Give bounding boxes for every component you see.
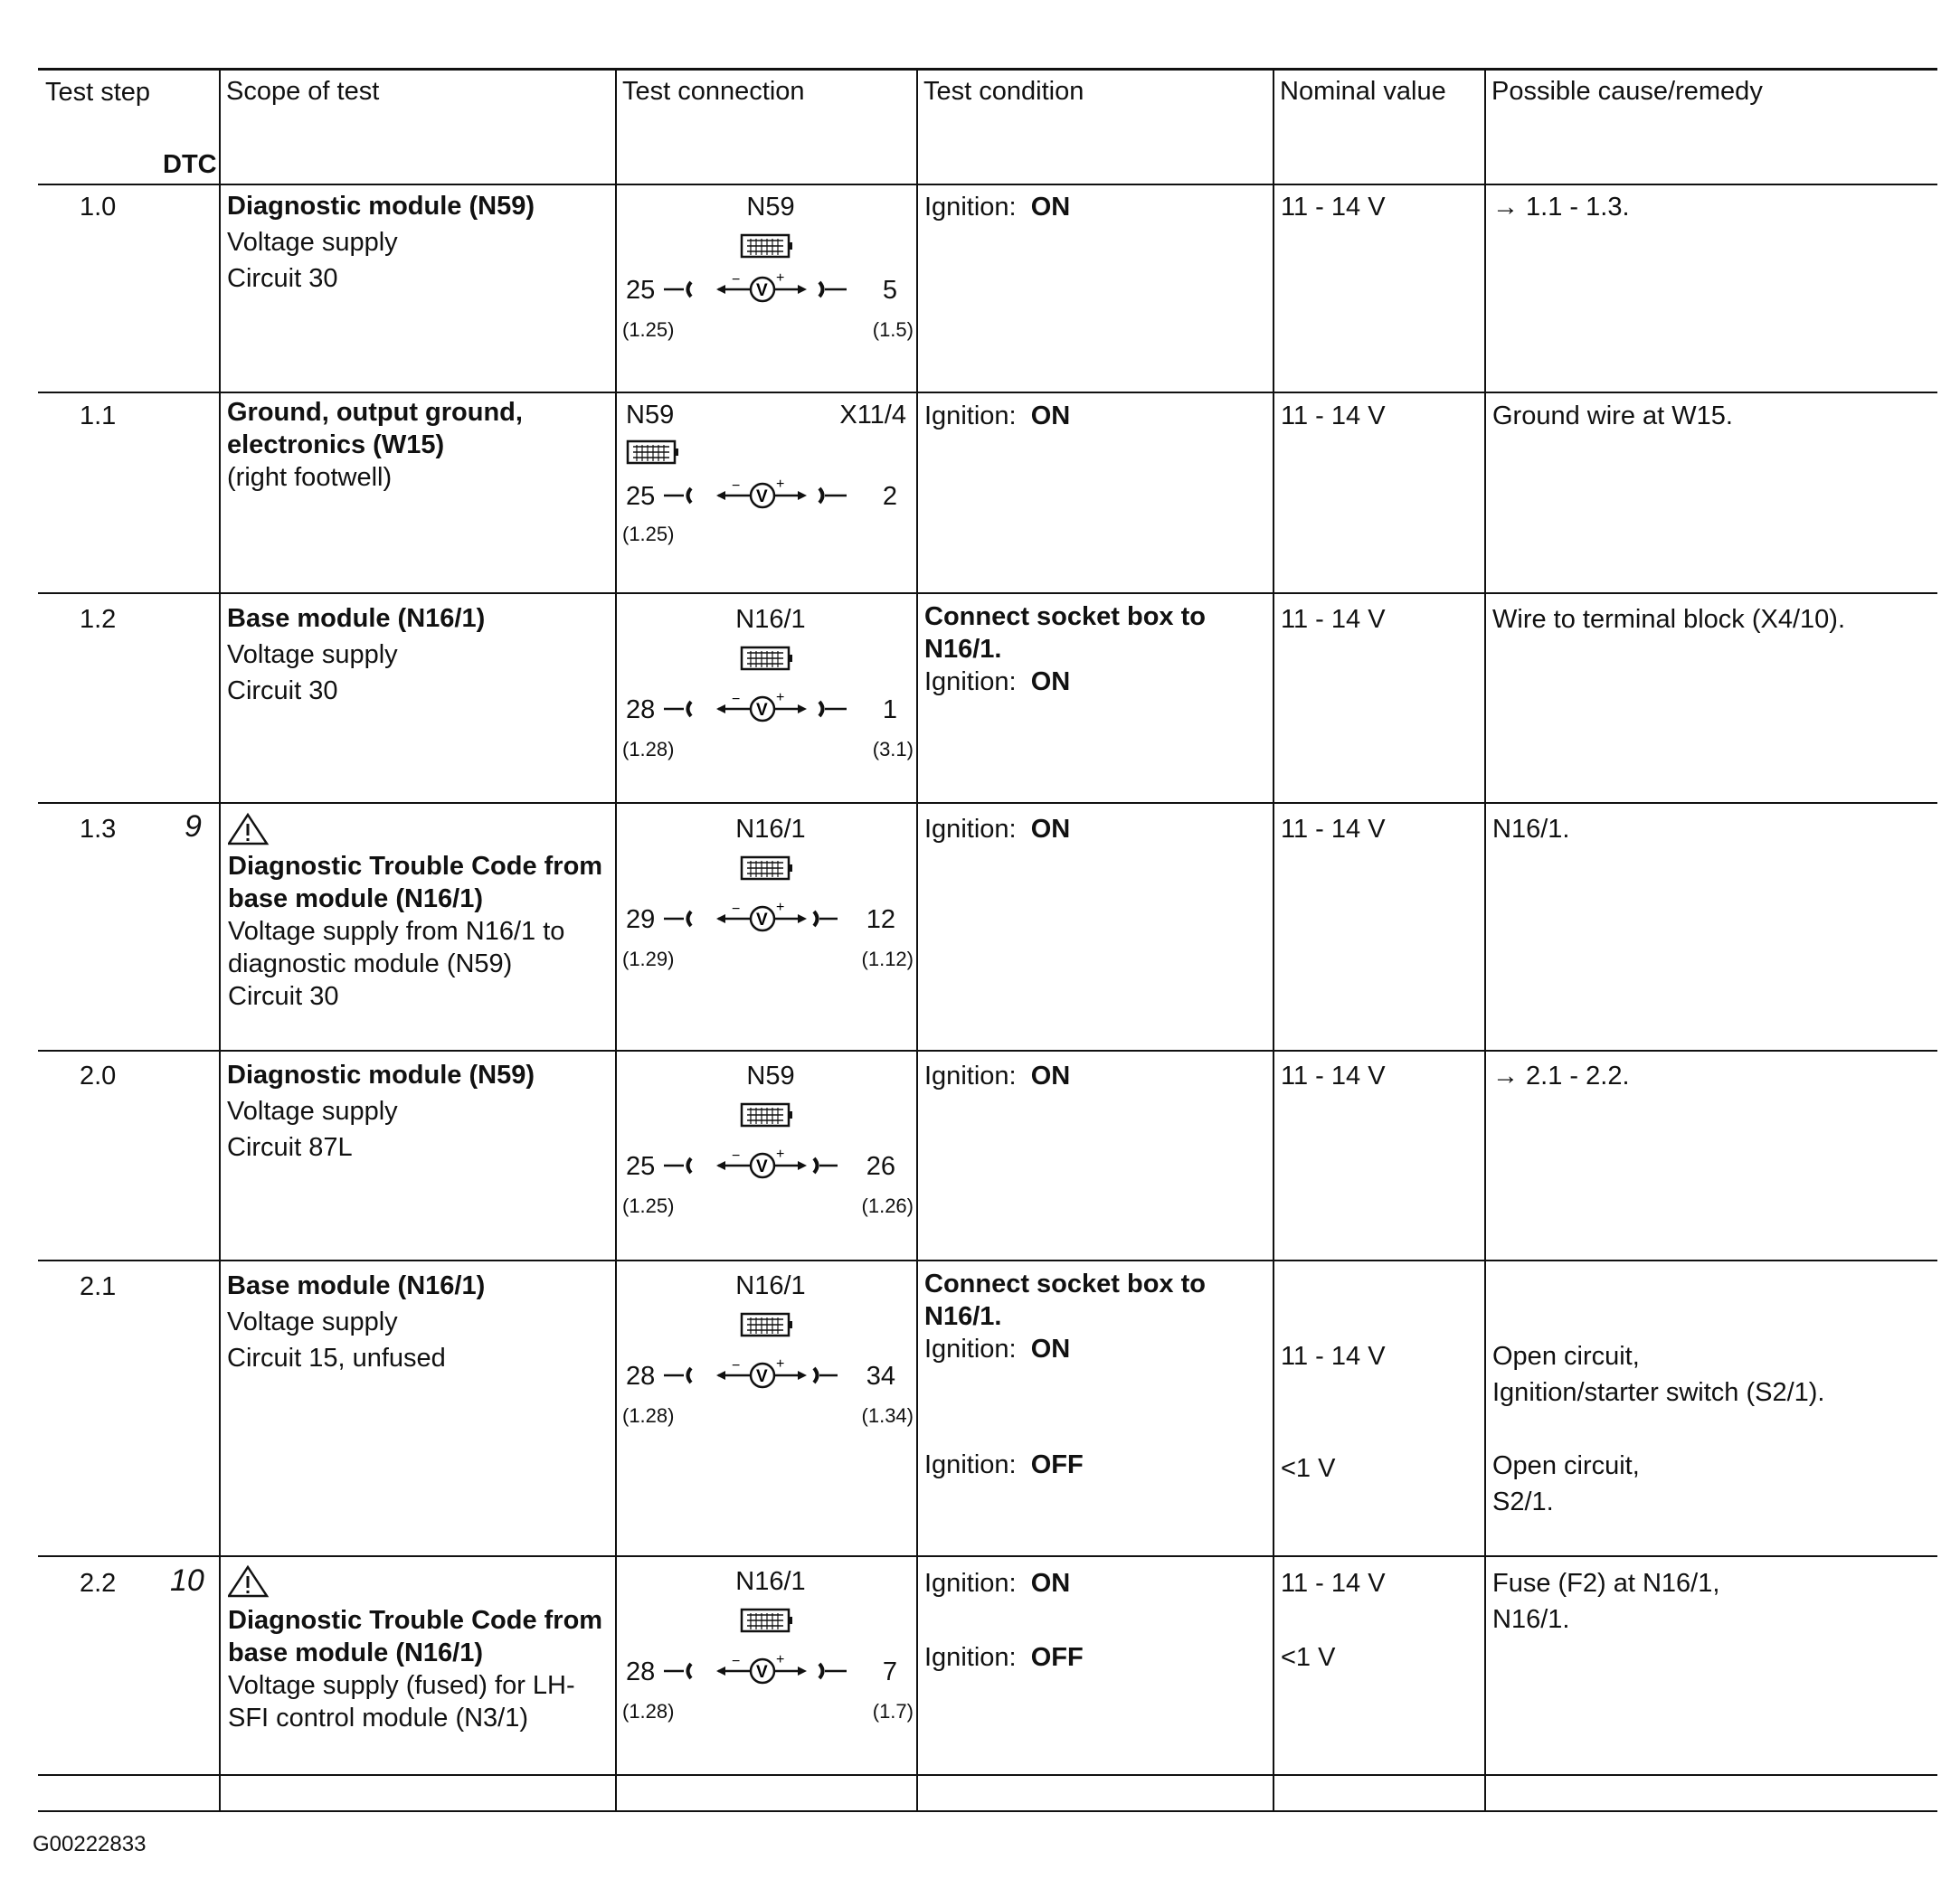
test-connection	[617, 1270, 924, 1433]
scope-cell	[228, 850, 602, 1013]
voltmeter-probe-icon	[660, 899, 877, 939]
pin-left: 25	[626, 482, 656, 511]
pin-right-ref: (1.7)	[872, 1700, 914, 1723]
nominal-value-2: <1 V	[1281, 1454, 1336, 1483]
header-dtc: DTC	[163, 150, 217, 179]
scope-title: Diagnostic module (N59)	[227, 1061, 535, 1090]
pin-right: 5	[882, 276, 897, 305]
connector-icon	[740, 854, 794, 884]
header-condition: Test condition	[923, 77, 1084, 106]
test-connection	[617, 400, 924, 562]
pin-right-ref: (1.26)	[861, 1195, 914, 1217]
remedy-cell	[1492, 1565, 1719, 1638]
svg-text:V: V	[756, 281, 768, 300]
svg-text:+: +	[776, 1356, 785, 1372]
header-nominal: Nominal value	[1280, 77, 1446, 106]
remedy-cell	[1492, 1338, 1824, 1411]
nominal-value: 11 - 14 V	[1281, 1342, 1386, 1371]
test-condition	[924, 1565, 1070, 1601]
test-condition	[924, 189, 1070, 225]
dtc-number: 9	[185, 809, 202, 844]
scope-line: Circuit 30	[227, 676, 338, 705]
svg-text:−: −	[732, 1654, 741, 1669]
module-right-label: X11/4	[839, 401, 906, 430]
remedy-cell: Wire to terminal block (X4/10).	[1492, 605, 1846, 634]
row-divider	[38, 1555, 1937, 1557]
step-number: 1.1	[80, 401, 117, 430]
voltmeter-probe-icon	[660, 269, 877, 309]
pin-left: 25	[626, 1152, 656, 1181]
condition-instruction: N16/1.	[924, 1302, 1002, 1331]
column-divider	[1273, 69, 1274, 1811]
module-label: N59	[746, 1062, 795, 1091]
svg-text:−: −	[732, 692, 741, 707]
condition-label: Ignition:	[924, 1335, 1017, 1364]
header-connection: Test connection	[622, 77, 805, 106]
row-divider	[38, 1774, 1937, 1776]
nominal-value: 11 - 14 V	[1281, 1569, 1386, 1598]
remedy-cell: N16/1.	[1492, 815, 1570, 844]
scope-line: SFI control module (N3/1)	[228, 1704, 529, 1733]
header-scope: Scope of test	[226, 77, 380, 106]
pin-right-ref: (1.34)	[861, 1404, 914, 1427]
pin-left-ref: (1.25)	[622, 1195, 675, 1217]
condition-value: ON	[1030, 401, 1071, 430]
pin-left-ref: (1.25)	[622, 318, 675, 341]
scope-title: electronics (W15)	[227, 430, 445, 459]
svg-text:+: +	[776, 477, 785, 492]
svg-text:V: V	[756, 701, 768, 720]
scope-title: Ground, output ground,	[227, 398, 523, 427]
pin-right: 26	[866, 1152, 895, 1181]
scope-title: Base module (N16/1)	[227, 1271, 486, 1300]
scope-cell	[227, 600, 485, 709]
condition-label: Ignition:	[924, 667, 1017, 696]
row-divider	[38, 1260, 1937, 1261]
svg-text:+: +	[776, 1147, 785, 1162]
nominal-value: 11 - 14 V	[1281, 605, 1386, 634]
row-divider	[38, 392, 1937, 393]
nominal-value: 11 - 14 V	[1281, 1062, 1386, 1091]
test-condition	[924, 398, 1070, 434]
header-bottom-rule	[38, 184, 1937, 185]
pin-right-ref: (1.5)	[872, 318, 914, 341]
scope-line: Voltage supply	[227, 1308, 398, 1336]
pin-right-ref: (3.1)	[872, 738, 914, 760]
svg-text:−: −	[732, 478, 741, 494]
scope-title: Diagnostic Trouble Code from	[228, 852, 603, 881]
module-label: N16/1	[735, 1567, 806, 1596]
svg-text:−: −	[732, 1148, 741, 1164]
svg-text:+: +	[776, 900, 785, 915]
pin-left: 28	[626, 1362, 656, 1391]
step-number: 1.0	[80, 193, 117, 222]
svg-text:−: −	[732, 272, 741, 288]
test-condition	[924, 811, 1070, 847]
test-condition-2	[924, 1639, 1084, 1676]
condition-value: ON	[1030, 1335, 1071, 1364]
header-remedy: Possible cause/remedy	[1491, 77, 1763, 106]
test-condition	[924, 1058, 1070, 1094]
condition-instruction: Connect socket box to	[924, 602, 1206, 631]
condition-instruction: Connect socket box to	[924, 1270, 1206, 1298]
test-connection	[617, 604, 924, 767]
scope-line: (right footwell)	[227, 463, 393, 492]
scope-line: Circuit 15, unfused	[227, 1344, 446, 1373]
connector-icon	[740, 1100, 794, 1131]
step-number: 2.2	[80, 1569, 117, 1598]
nominal-value-2: <1 V	[1281, 1643, 1336, 1672]
warning-triangle-icon	[228, 1564, 270, 1599]
scope-line: Circuit 30	[227, 264, 338, 293]
test-connection	[617, 814, 924, 977]
svg-text:+: +	[776, 1652, 785, 1667]
pin-left: 29	[626, 905, 656, 934]
condition-label: Ignition:	[924, 1569, 1017, 1598]
svg-text:V: V	[756, 1367, 768, 1386]
scope-line: diagnostic module (N59)	[228, 949, 513, 978]
step-number: 1.2	[80, 605, 117, 634]
nominal-value: 11 - 14 V	[1281, 401, 1386, 430]
row-divider	[38, 1050, 1937, 1052]
scope-line: Voltage supply (fused) for LH-	[228, 1671, 575, 1700]
svg-text:V: V	[756, 487, 768, 506]
scope-line: Circuit 87L	[227, 1133, 353, 1162]
table-top-rule	[38, 68, 1937, 71]
scope-cell	[227, 396, 523, 494]
pin-right-ref: (1.12)	[861, 948, 914, 970]
nominal-value: 11 - 14 V	[1281, 193, 1386, 222]
module-label: N16/1	[735, 1271, 806, 1300]
svg-text:+: +	[776, 690, 785, 705]
condition-label: Ignition:	[924, 401, 1017, 430]
dtc-number: 10	[170, 1563, 204, 1598]
warning-triangle-icon	[228, 812, 270, 846]
column-divider	[219, 69, 221, 1811]
scope-line: Voltage supply	[227, 1097, 398, 1126]
pin-left: 28	[626, 1657, 656, 1686]
condition-instruction: N16/1.	[924, 635, 1002, 664]
scope-cell	[227, 1057, 535, 1166]
header-test-step: Test step	[45, 78, 151, 107]
remedy-line: Ignition/starter switch (S2/1).	[1492, 1378, 1825, 1407]
condition-label: Ignition:	[924, 1450, 1017, 1479]
remedy-line: N16/1.	[1492, 1605, 1570, 1634]
module-label: N16/1	[735, 815, 806, 844]
pin-left: 28	[626, 695, 656, 724]
connector-icon	[740, 231, 794, 262]
step-number: 2.1	[80, 1272, 117, 1301]
pin-right: 1	[882, 695, 897, 724]
pin-right: 7	[882, 1657, 897, 1686]
test-condition	[924, 600, 1206, 698]
pin-left-ref: (1.25)	[622, 523, 675, 545]
svg-text:−: −	[732, 1358, 741, 1374]
scope-title: base module (N16/1)	[228, 884, 484, 913]
remedy-line: Fuse (F2) at N16/1,	[1492, 1569, 1720, 1598]
module-label: N16/1	[735, 605, 806, 634]
svg-text:V: V	[756, 1663, 768, 1682]
pin-left-ref: (1.28)	[622, 738, 675, 760]
scope-line: Voltage supply from N16/1 to	[228, 917, 565, 946]
figure-code: G00222833	[33, 1832, 147, 1856]
test-condition-2	[924, 1447, 1084, 1483]
step-number: 2.0	[80, 1062, 117, 1091]
remedy-line: Open circuit,	[1492, 1342, 1640, 1371]
connector-icon	[740, 1606, 794, 1637]
pin-left-ref: (1.28)	[622, 1700, 675, 1723]
step-number: 1.3	[80, 815, 117, 844]
voltmeter-probe-icon	[660, 689, 877, 729]
scope-title: Base module (N16/1)	[227, 604, 486, 633]
svg-text:−: −	[732, 902, 741, 917]
condition-value: ON	[1030, 815, 1071, 844]
pin-right: 12	[866, 905, 895, 934]
condition-label: Ignition:	[924, 1643, 1017, 1672]
voltmeter-probe-icon	[660, 1355, 877, 1395]
table-bottom-rule	[38, 1810, 1937, 1812]
connector-icon	[740, 1310, 794, 1341]
pin-right: 2	[882, 482, 897, 511]
test-connection	[617, 1566, 924, 1729]
module-label: N59	[746, 193, 795, 222]
condition-value: ON	[1030, 1062, 1071, 1091]
test-connection	[617, 1061, 924, 1223]
scope-line: Voltage supply	[227, 228, 398, 257]
module-label: N59	[626, 401, 675, 430]
pin-right: 34	[866, 1362, 895, 1391]
condition-label: Ignition:	[924, 815, 1017, 844]
voltmeter-probe-icon	[660, 476, 877, 515]
remedy-cell: → 2.1 - 2.2.	[1492, 1062, 1630, 1091]
svg-text:V: V	[756, 911, 768, 930]
connector-icon	[626, 438, 680, 468]
scope-cell	[227, 188, 535, 297]
scope-title: Diagnostic module (N59)	[227, 192, 535, 221]
pin-left: 25	[626, 276, 656, 305]
condition-value: ON	[1030, 1569, 1071, 1598]
condition-value: OFF	[1030, 1643, 1084, 1672]
row-divider	[38, 592, 1937, 594]
condition-value: OFF	[1030, 1450, 1084, 1479]
remedy-cell-2	[1492, 1448, 1640, 1520]
svg-text:V: V	[756, 1157, 768, 1176]
scope-cell	[227, 1268, 485, 1376]
condition-value: ON	[1030, 667, 1071, 696]
remedy-cell: → 1.1 - 1.3.	[1492, 193, 1630, 222]
nominal-value: 11 - 14 V	[1281, 815, 1386, 844]
pin-left-ref: (1.29)	[622, 948, 675, 970]
row-divider	[38, 802, 1937, 804]
voltmeter-probe-icon	[660, 1651, 877, 1691]
scope-cell	[228, 1604, 602, 1734]
remedy-cell: Ground wire at W15.	[1492, 401, 1733, 430]
voltmeter-probe-icon	[660, 1146, 877, 1185]
condition-label: Ignition:	[924, 193, 1017, 222]
condition-label: Ignition:	[924, 1062, 1017, 1091]
column-divider	[1484, 69, 1486, 1811]
scope-line: Voltage supply	[227, 640, 398, 669]
test-condition	[924, 1268, 1206, 1365]
scope-title: base module (N16/1)	[228, 1638, 484, 1667]
condition-value: ON	[1030, 193, 1071, 222]
svg-text:+: +	[776, 270, 785, 286]
scope-line: Circuit 30	[228, 982, 339, 1011]
test-connection	[617, 192, 924, 354]
remedy-line: S2/1.	[1492, 1487, 1554, 1516]
remedy-line: Open circuit,	[1492, 1451, 1640, 1480]
pin-left-ref: (1.28)	[622, 1404, 675, 1427]
scope-title: Diagnostic Trouble Code from	[228, 1606, 603, 1635]
connector-icon	[740, 644, 794, 675]
